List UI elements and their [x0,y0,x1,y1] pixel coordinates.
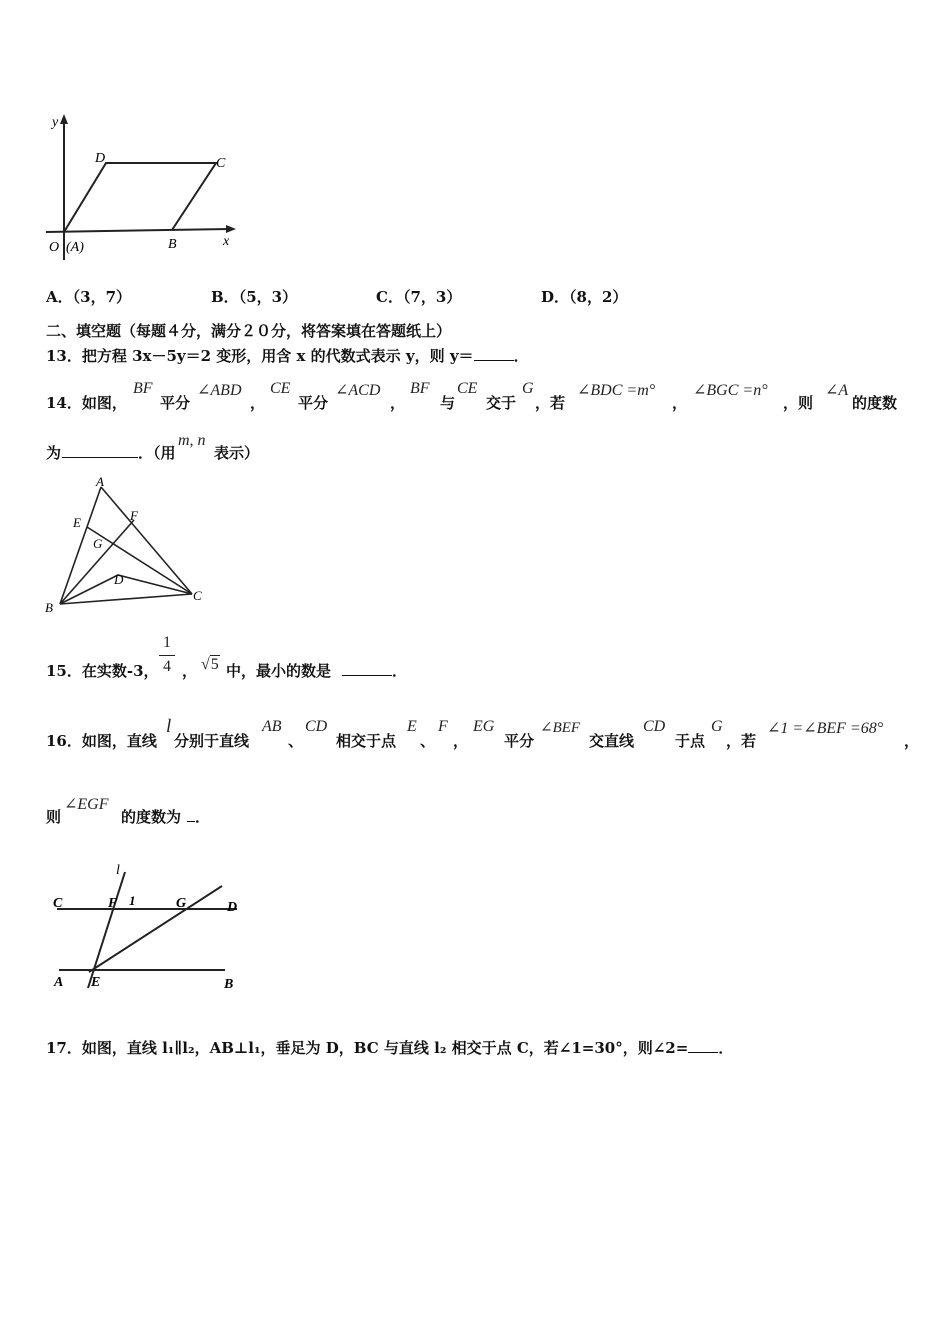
figure-lines [57,872,237,988]
math-ce: CE [270,380,291,397]
math-e: E [407,718,417,735]
answer-blank-15[interactable] [342,661,392,676]
answer-blank-16[interactable] [187,807,195,822]
math-cd: CD [305,718,328,735]
point-d-label: D [95,151,106,166]
math-ce-2: CE [457,380,478,397]
question-14-line-2: 为 ．（用 m, n 表示） [46,432,260,462]
option-c[interactable]: C．（7，3） [376,288,462,306]
point-c-label: C [216,156,226,171]
origin-label: O [49,240,60,255]
answer-blank-13[interactable] [474,346,514,361]
label-f: F [130,508,138,523]
math-l: l [166,716,172,737]
triangle-figure [40,474,220,619]
math-angle-condition: ∠1 =∠BEF =68° [767,720,884,737]
math-angle-abd: ∠ABD [197,382,242,399]
math-eg: EG [473,718,495,735]
math-angle-bgc: ∠BGC =n° [693,382,768,399]
math-cd-2: CD [643,718,666,735]
x-axis [46,229,230,232]
parallelogram-outline [64,163,216,232]
label-d: D [227,900,238,915]
math-mn: m, n [178,432,206,449]
label-d: D [114,572,124,587]
triangle-lines [60,487,192,604]
label-c: C [53,896,63,911]
option-d[interactable]: D．（8，2） [541,288,628,306]
label-b: B [224,977,234,992]
label-e: E [91,975,101,990]
point-a-label: (A) [66,240,84,255]
y-axis-arrow [60,114,68,124]
math-angle-egf: ∠EGF [64,796,109,813]
math-angle-acd: ∠ACD [335,382,381,399]
label-g: G [176,896,187,911]
option-a[interactable]: A．（3，7） [46,288,132,306]
label-c: C [193,588,202,603]
math-angle-bdc: ∠BDC =m° [577,382,656,399]
math-g-16: G [711,718,723,735]
x-axis-label: x [223,234,230,249]
x-axis-arrow [226,225,236,233]
label-a: A [54,975,64,990]
question-14-line-1: 14．如图， BF 平分 ∠ABD ， CE 平分 ∠ACD ， BF 与 CE 交于 G ，若 ∠BDC =m° ， ∠BGC =n° ，则 ∠A 的度数 [46,380,898,412]
question-15: 15．在实数-3， 1 4 ， √5 中，最小的数是 ． [46,634,408,680]
math-bf: BF [133,380,153,397]
label-a: A [96,474,104,489]
parallel-lines-figure [45,860,250,995]
math-bf-2: BF [410,380,430,397]
answer-blank-14[interactable] [62,443,138,458]
question-16-line-1: 16．如图，直线 l 分别于直线 AB 、 CD 相交于点 E 、 F ， EG 平分 ∠BEF 交直线 CD 于点 G ，若 ∠1 =∠BEF =68° ， [46,716,920,750]
label-e: E [73,515,81,530]
label-b: B [45,600,53,615]
option-b[interactable]: B．（5，3） [211,288,298,306]
answer-blank-17[interactable] [688,1038,718,1053]
section-title: 二、填空题（每题４分，满分２０分，将答案填在答题纸上） [46,322,452,340]
label-g: G [93,536,103,551]
point-b-label: B [168,237,177,252]
label-l: l [116,863,120,878]
label-f: F [108,896,118,911]
math-angle-a: ∠A [825,382,849,399]
math-g: G [522,380,534,397]
fraction-one-quarter: 1 4 [156,634,178,678]
question-17: 17．如图，直线 l₁∥l₂，AB⊥l₁，垂足为 D，BC 与直线 l₂ 相交于点 C，若∠1=30°，则∠2= ． [46,1039,734,1057]
question-16-line-2: 则 ∠EGF 的度数为 ． [46,796,211,826]
question-13: 13．把方程 3x－5y＝2 变形，用含 x 的代数式表示 y，则 y＝ ． [46,347,529,365]
parallelogram-figure [40,112,250,267]
math-ab: AB [262,718,282,735]
label-angle-1: 1 [129,893,136,908]
math-angle-bef: ∠BEF [540,720,581,736]
y-axis-label: y [52,115,59,130]
math-f: F [438,718,448,735]
sqrt-five: √5 [201,656,219,673]
